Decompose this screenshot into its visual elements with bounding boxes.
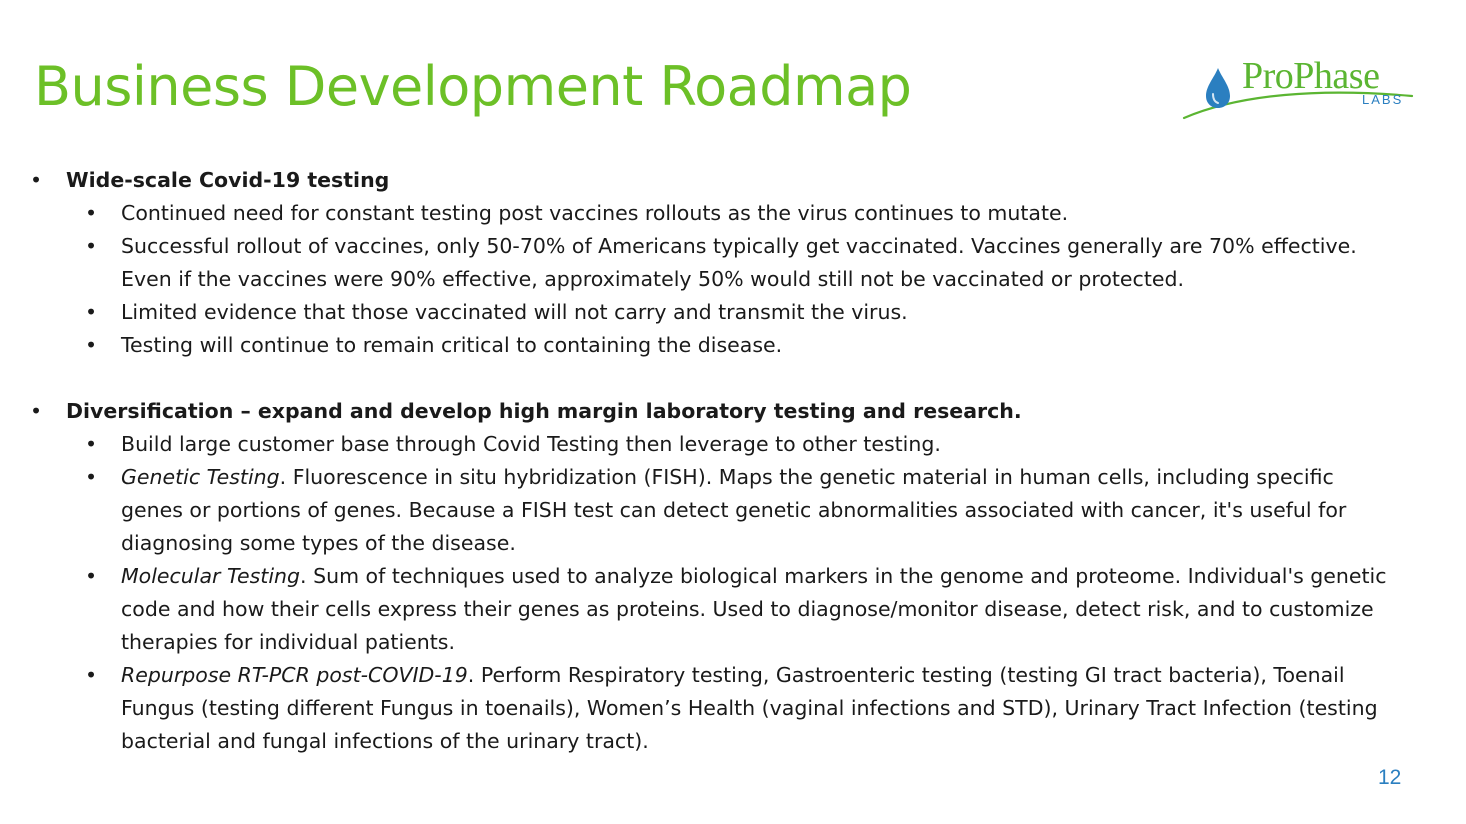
bullet-text: Continued need for constant testing post vaccines rollouts as the virus continues to mutate. <box>121 201 1069 225</box>
bullet-text: Build large customer base through Covid Testing then leverage to other testing. <box>121 432 941 456</box>
bullet-text: . Sum of techniques used to analyze biological markers in the genome and proteome. Individual's genetic code and how their cells express their genes as proteins. Used to diagnose/monitor disease, detect risk, and to customize therapies for individual patients. <box>121 564 1387 654</box>
bullet-icon: • <box>85 432 98 456</box>
bullet-text: Limited evidence that those vaccinated will not carry and transmit the virus. <box>121 300 908 324</box>
bullet-item <box>30 296 1400 329</box>
bullet-lead: Genetic Testing <box>121 465 280 489</box>
section-item <box>30 164 1400 362</box>
bullet-icon: • <box>85 201 98 225</box>
slide-title: Business Development Roadmap <box>34 55 912 118</box>
bullet-item <box>30 560 1400 659</box>
bullet-text: . Fluorescence in situ hybridization (FISH). Maps the genetic material in human cells, including specific genes or portions of genes. Because a FISH test can detect genetic abnormalities associated with cancer, it's useful for diagnosing some types of the disease. <box>121 465 1347 555</box>
bullet-item <box>30 329 1400 362</box>
section-heading: Diversification – expand and develop high margin laboratory testing and research. <box>66 399 1022 423</box>
bullet-list <box>66 428 1400 758</box>
bullet-text: Testing will continue to remain critical to containing the disease. <box>121 333 783 357</box>
bullet-lead: Repurpose RT-PCR post-COVID-19 <box>121 663 468 687</box>
bullet-icon: • <box>30 399 43 423</box>
bullet-item <box>30 428 1400 461</box>
slide-body <box>30 164 1400 758</box>
section-list <box>30 164 1400 758</box>
bullet-icon: • <box>85 663 98 687</box>
bullet-item <box>30 197 1400 230</box>
section-item <box>30 395 1400 758</box>
bullet-icon: • <box>85 300 98 324</box>
bullet-icon: • <box>30 168 43 192</box>
bullet-text: Successful rollout of vaccines, only 50-70% of Americans typically get vaccinated. Vaccines generally are 70% effective. Even if the vaccines were 90% effective, approximately 50% would still not be vaccinated or protected. <box>121 234 1357 291</box>
bullet-icon: • <box>85 465 98 489</box>
page-number: 12 <box>1378 766 1402 789</box>
section-heading: Wide-scale Covid-19 testing <box>66 168 390 192</box>
bullet-item <box>30 659 1400 758</box>
bullet-lead: Molecular Testing <box>121 564 301 588</box>
bullet-item <box>30 461 1400 560</box>
logo-wordmark: ProPhase <box>1242 55 1380 97</box>
bullet-icon: • <box>85 234 98 258</box>
bullet-item <box>30 230 1400 296</box>
bullet-list <box>66 197 1400 362</box>
bullet-text: . Perform Respiratory testing, Gastroenteric testing (testing GI tract bacteria), Toenail Fungus (testing different Fungus in toenails), Women’s Health (vaginal infections and STD), Urinary Tract Infection (testing bacterial and fungal infections of the urinary tract). <box>121 663 1378 753</box>
bullet-icon: • <box>85 564 98 588</box>
prophase-labs-logo <box>1180 54 1420 124</box>
bullet-icon: • <box>85 333 98 357</box>
logo-subtitle: LABS <box>1362 92 1404 107</box>
